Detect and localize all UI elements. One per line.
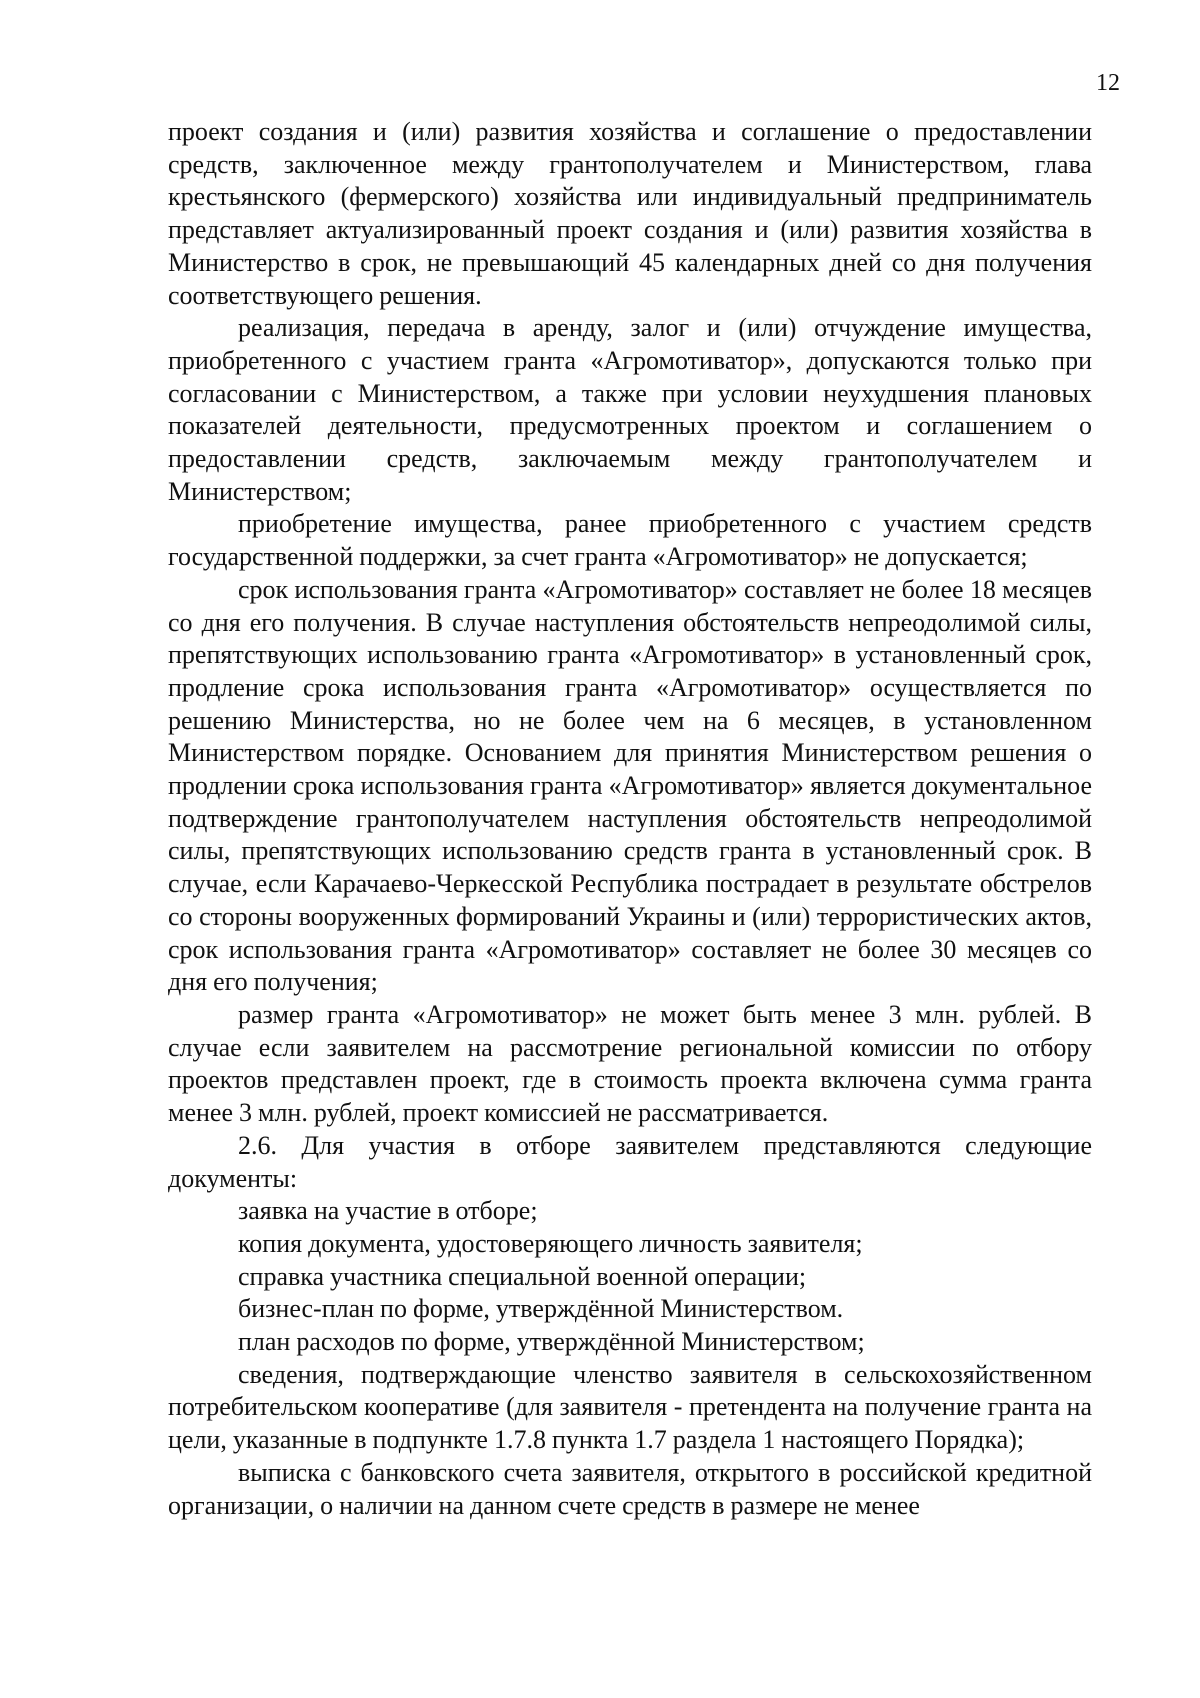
paragraph-section-2-6: 2.6. Для участия в отборе заявителем представляются следующие документы: — [168, 1130, 1092, 1193]
list-item-svo-certificate: справка участника специальной военной операции; — [238, 1261, 807, 1291]
paragraph-bank-statement: выписка с банковского счета заявителя, открытого в российской кредитной организации, о наличии на данном счете средств в размере не менее — [168, 1457, 1092, 1520]
list-item-application: заявка на участие в отборе; — [238, 1196, 538, 1226]
document-body — [168, 116, 1092, 1522]
paragraph-cooperative-membership: сведения, подтверждающие членство заявителя в сельскохозяйственном потребительском кооперативе (для заявителя - претендента на получение гранта на цели, указанные в подпункте 1.7.8 пункта 1.7 раздела 1 настоящего Порядка); — [168, 1359, 1092, 1455]
paragraph-property-disposal: реализация, передача в аренду, залог и (или) отчуждение имущества, приобретенного с участием гранта «Агромотиватор», допускаются только при согласовании с Министерством, а также при условии неухудшения плановых показателей деятельности, предусмотренных проектом и соглашением о предоставлении средств, заключаемым между грантополучателем и Министерством; — [168, 313, 1092, 506]
paragraph-grant-amount: размер гранта «Агромотиватор» не может быть менее 3 млн. рублей. В случае если заявителем на рассмотрение региональной комиссии по отбору проектов представлен проект, где в стоимость проекта включена сумма гранта менее 3 млн. рублей, проект комиссией не рассматривается. — [168, 999, 1092, 1128]
list-item-business-plan: бизнес-план по форме, утверждённой Министерством. — [238, 1294, 844, 1324]
page-number: 12 — [1096, 70, 1120, 96]
paragraph-property-acquisition: приобретение имущества, ранее приобретенного с участием средств государственной поддержки, за счет гранта «Агромотиватор» не допускается; — [168, 509, 1092, 572]
list-item-identity-copy: копия документа, удостоверяющего личность заявителя; — [238, 1228, 863, 1258]
paragraph-grant-usage-term: срок использования гранта «Агромотиватор» составляет не более 18 месяцев со дня его получения. В случае наступления обстоятельств непреодолимой силы, препятствующих использованию гранта «Агромотиватор» в установленный срок, продление срока использования гранта «Агромотиватор» осуществляется по решению Министерства, но не более чем на 6 месяцев, в установленном Министерством порядке. Основанием для принятия Министерством решения о продлении срока использования гранта «Агромотиватор» является документальное подтверждение грантополучателем наступления обстоятельств непреодолимой силы, препятствующих использованию средств гранта в установленный срок. В случае, если Карачаево-Черкесской Республика пострадает в результате обстрелов со стороны вооруженных формирований Украины и (или) террористических актов, срок использования гранта «Агромотиватор» составляет не более 30 месяцев со дня его получения; — [168, 574, 1092, 997]
list-item-expense-plan: план расходов по форме, утверждённой Министерством; — [238, 1327, 865, 1357]
paragraph-continuation: проект создания и (или) развития хозяйства и соглашение о предоставлении средств, заключенное между грантополучателем и Министерством, глава крестьянского (фермерского) хозяйства или индивидуальный предприниматель представляет актуализированный проект создания и (или) развития хозяйства в Министерство в срок, не превышающий 45 календарных дней со дня получения соответствующего решения. — [168, 117, 1092, 310]
